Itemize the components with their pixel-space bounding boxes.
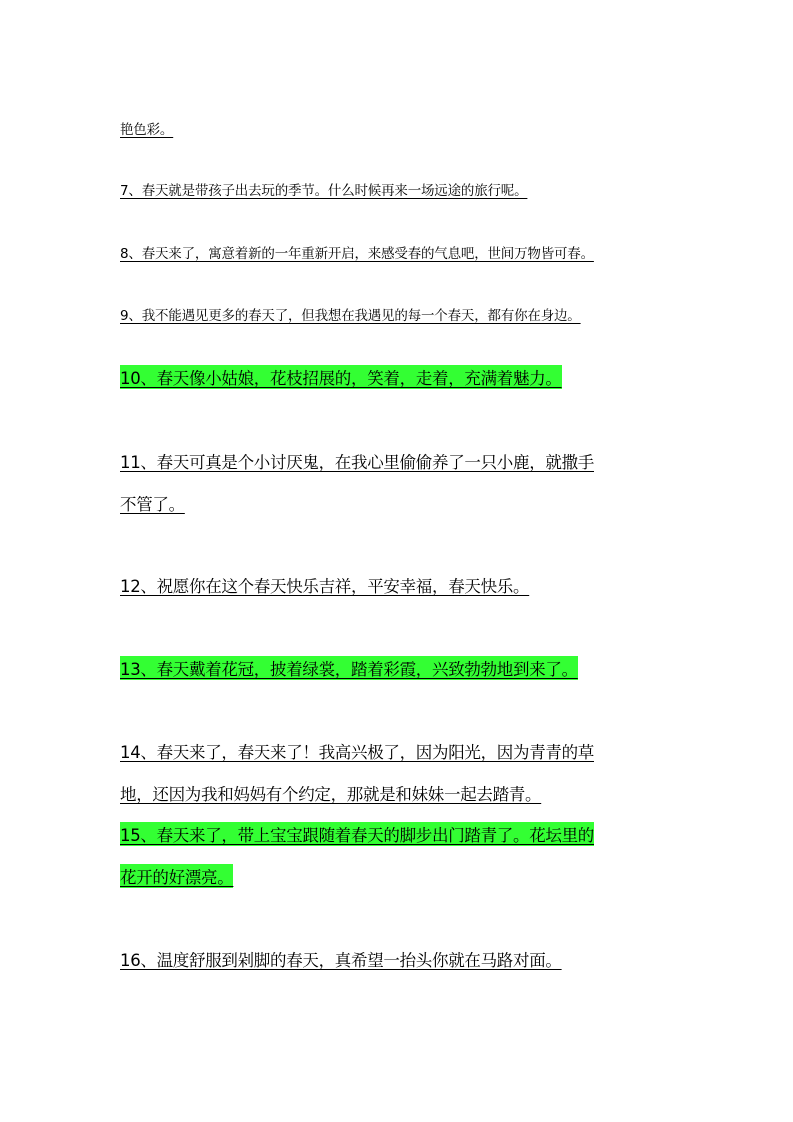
text-line-14-cont: 地，还因为我和妈妈有个约定，那就是和妹妹一起去踏青。	[120, 785, 542, 804]
text-line-continuation: 艳色彩。	[120, 122, 174, 138]
text-line-16: 16、温度舒服到剁脚的春天，真希望一抬头你就在马路对面。	[120, 951, 562, 970]
text-line-11-cont: 不管了。	[120, 495, 185, 514]
text-line-7: 7、春天就是带孩子出去玩的季节。什么时候再来一场远途的旅行呢。	[120, 183, 528, 199]
text-line-11: 11、春天可真是个小讨厌鬼，在我心里偷偷养了一只小鹿，就撒手	[120, 453, 594, 472]
text-line-13-highlighted: 13、春天戴着花冠，披着绿裳，踏着彩霞，兴致勃勃地到来了。	[120, 656, 578, 680]
text-line-15-highlighted: 15、春天来了，带上宝宝跟随着春天的脚步出门踏青了。花坛里的	[120, 822, 594, 846]
text-line-8: 8、春天来了，寓意着新的一年重新开启，来感受春的气息吧，世间万物皆可春。	[120, 246, 594, 262]
text-line-10-highlighted: 10、春天像小姑娘，花枝招展的，笑着，走着，充满着魅力。	[120, 365, 562, 389]
text-line-15-cont-highlighted: 花开的好漂亮。	[120, 864, 233, 888]
text-line-14: 14、春天来了，春天来了！我高兴极了，因为阳光，因为青青的草	[120, 743, 594, 762]
text-line-9: 9、我不能遇见更多的春天了，但我想在我遇见的每一个春天，都有你在身边。	[120, 308, 581, 324]
text-line-12: 12、祝愿你在这个春天快乐吉祥，平安幸福，春天快乐。	[120, 577, 530, 596]
